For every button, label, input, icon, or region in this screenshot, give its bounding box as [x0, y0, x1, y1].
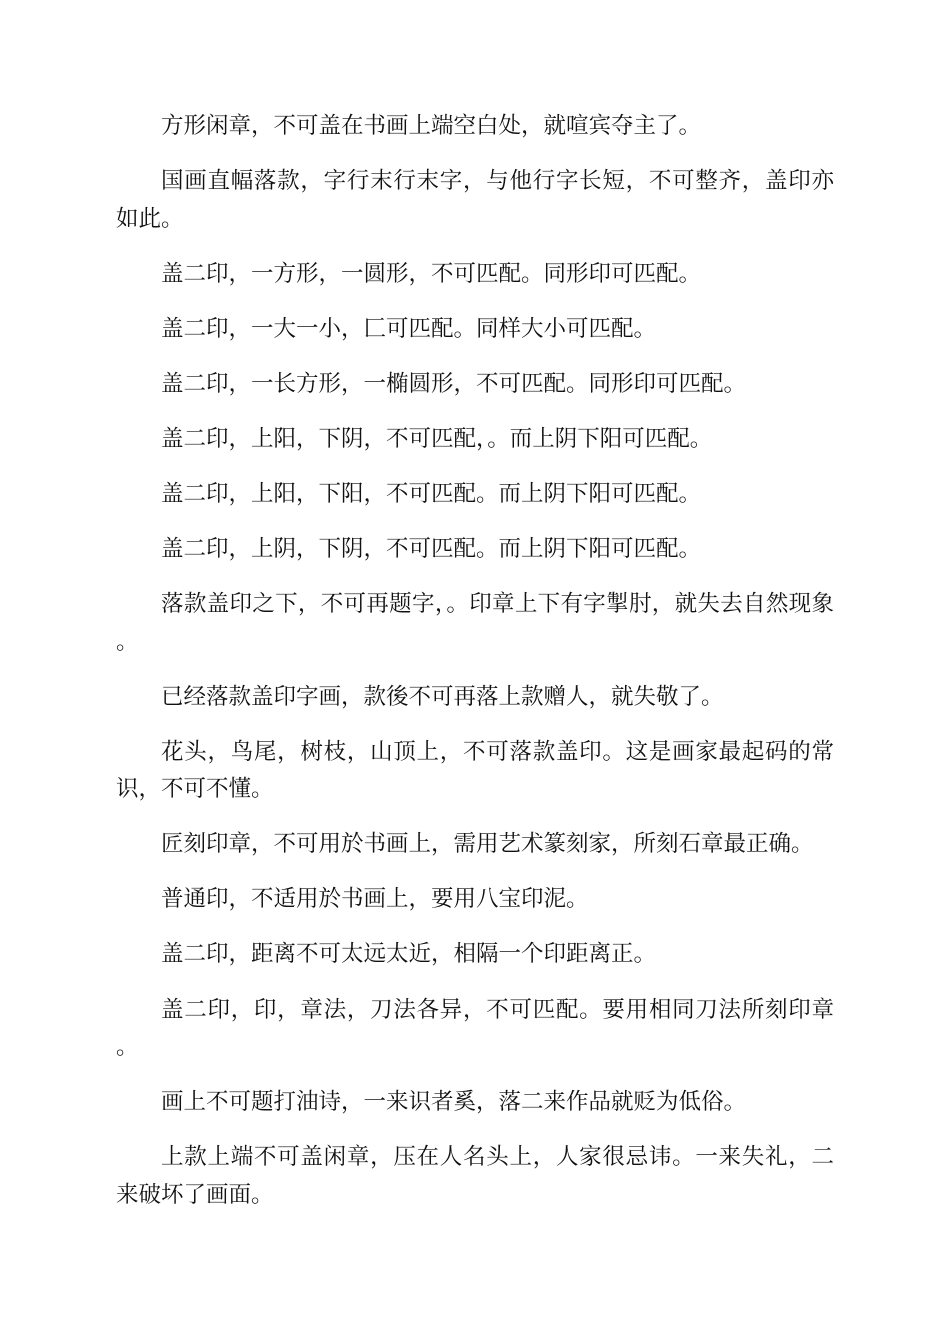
- paragraph-14: 盖二印，距离不可太远太近，相隔一个印距离正。: [161, 941, 657, 968]
- paragraph-17: 上款上端不可盖闲章，压在人名头上，人家很忌讳。一来失礼，二来破坏了画面。: [116, 1144, 834, 1208]
- paragraph-12: 匠刻印章，不可用於书画上，需用艺术篆刻家，所刻石章最正确。: [161, 831, 814, 858]
- paragraph-10: 已经落款盖印字画，款後不可再落上款赠人，就失敬了。: [161, 683, 724, 710]
- paragraph-16: 画上不可题打油诗，一来识者奚，落二来作品就贬为低俗。: [161, 1089, 747, 1116]
- paragraph-13: 普通印，不适用於书画上，要用八宝印泥。: [161, 886, 589, 913]
- paragraph-5: 盖二印，一长方形，一椭圆形，不可匹配。同形印可匹配。: [161, 370, 747, 397]
- paragraph-3: 盖二印，一方形，一圆形，不可匹配。同形印可匹配。: [161, 260, 702, 287]
- paragraph-7: 盖二印，上阳，下阳，不可匹配。而上阴下阳可匹配。: [161, 480, 702, 507]
- paragraph-2: 国画直幅落款，字行末行末字，与他行字长短，不可整齐，盖印亦如此。: [116, 168, 834, 232]
- paragraph-9: 落款盖印之下，不可再题字，。印章上下有字掣肘，就失去自然现象。: [116, 591, 834, 655]
- document-body: [116, 108, 834, 1232]
- paragraph-8: 盖二印，上阴，下阴，不可匹配。而上阴下阳可匹配。: [161, 536, 702, 563]
- paragraph-15: 盖二印，印，章法，刀法各异，不可匹配。要用相同刀法所刻印章。: [116, 996, 834, 1060]
- paragraph-4: 盖二印，一大一小，匚可匹配。同样大小可匹配。: [161, 315, 657, 342]
- paragraph-11: 花头，鸟尾，树枝，山顶上，不可落款盖印。这是画家最起码的常识，不可不懂。: [116, 738, 834, 803]
- paragraph-1: 方形闲章，不可盖在书画上端空白处，就喧宾夺主了。: [161, 113, 702, 139]
- paragraph-6: 盖二印，上阳，下阴，不可匹配，。而上阴下阳可匹配。: [161, 425, 713, 452]
